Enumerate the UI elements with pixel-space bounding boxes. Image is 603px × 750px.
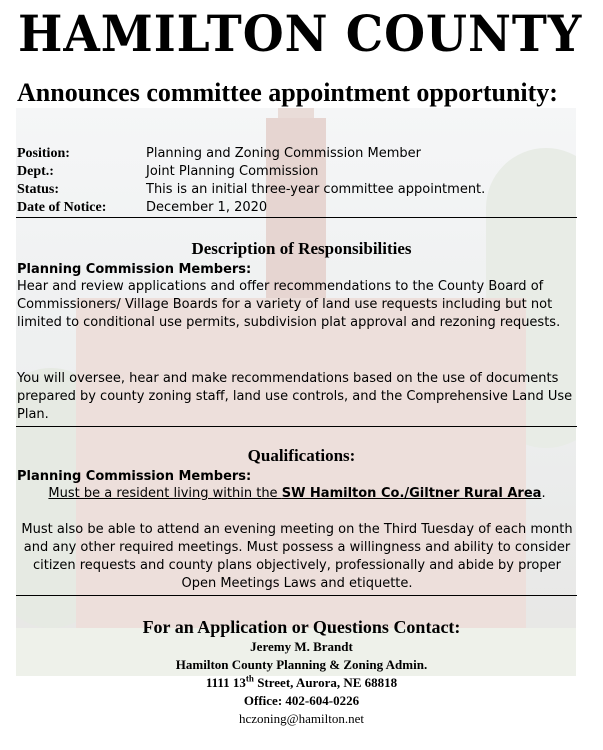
divider [16, 426, 577, 427]
announcement-subtitle: Announces committee appointment opportunity: [17, 78, 558, 107]
info-row-dept [17, 163, 485, 181]
contact-name: Jeremy M. Brandt [250, 639, 353, 654]
responsibilities-paragraph-1: Hear and review applications and offer recommendations to the County Board of Commissioners/ Village Boards for a variety of land use requests including but not limited to conditional use permits, subdivision plat approval and rezoning requests. [17, 279, 561, 330]
county-header: HAMILTON COUNTY [18, 4, 583, 63]
qualifications-title: Qualifications: [247, 446, 356, 465]
responsibilities-title: Description of Responsibilities [191, 239, 412, 258]
info-label: Status: [17, 182, 60, 197]
address-rest: Street, Aurora, NE 68818 [253, 675, 398, 690]
contact-title: For an Application or Questions Contact: [142, 617, 461, 637]
info-row-date [17, 199, 485, 217]
contact-address [0, 674, 603, 692]
position-info-block [17, 145, 485, 217]
qualifications-subheading: Planning Commission Members: [17, 469, 252, 484]
info-value: This is an initial three-year committee appointment. [146, 182, 486, 197]
info-label: Position: [17, 146, 70, 161]
info-row-position [17, 145, 485, 163]
divider [16, 217, 577, 218]
info-row-status [17, 181, 485, 199]
qualifications-paragraph: Must also be able to attend an evening meeting on the Third Tuesday of each month and any other required meetings. Must possess a willingness and ability to consider citizen requests and county plans objectively, professionally and abide by proper Open Meetings Laws and etiquette. [21, 522, 573, 591]
info-value: Joint Planning Commission [146, 164, 319, 179]
info-value: December 1, 2020 [146, 200, 268, 215]
residency-requirement [16, 485, 578, 503]
info-label: Dept.: [17, 164, 54, 179]
contact-email[interactable]: hczoning@hamilton.net [239, 711, 364, 726]
contact-role: Hamilton County Planning & Zoning Admin. [175, 657, 428, 672]
residency-period: . [541, 486, 546, 501]
address-suffix: th [245, 673, 254, 684]
divider [16, 595, 577, 596]
contact-office-phone: Office: 402-604-0226 [243, 693, 360, 708]
contact-block [0, 616, 603, 728]
address-number: 1111 13 [205, 675, 246, 690]
responsibilities-subheading: Planning Commission Members: [17, 262, 252, 277]
residency-text: Must be a resident living within the [48, 486, 282, 501]
info-label: Date of Notice: [17, 200, 107, 215]
info-value: Planning and Zoning Commission Member [146, 146, 421, 161]
responsibilities-paragraph-2: You will oversee, hear and make recommendations based on the use of documents prepared by county zoning staff, land use controls, and the Comprehensive Land Use Plan. [17, 371, 573, 422]
residency-area: SW Hamilton Co./Giltner Rural Area [281, 486, 542, 501]
